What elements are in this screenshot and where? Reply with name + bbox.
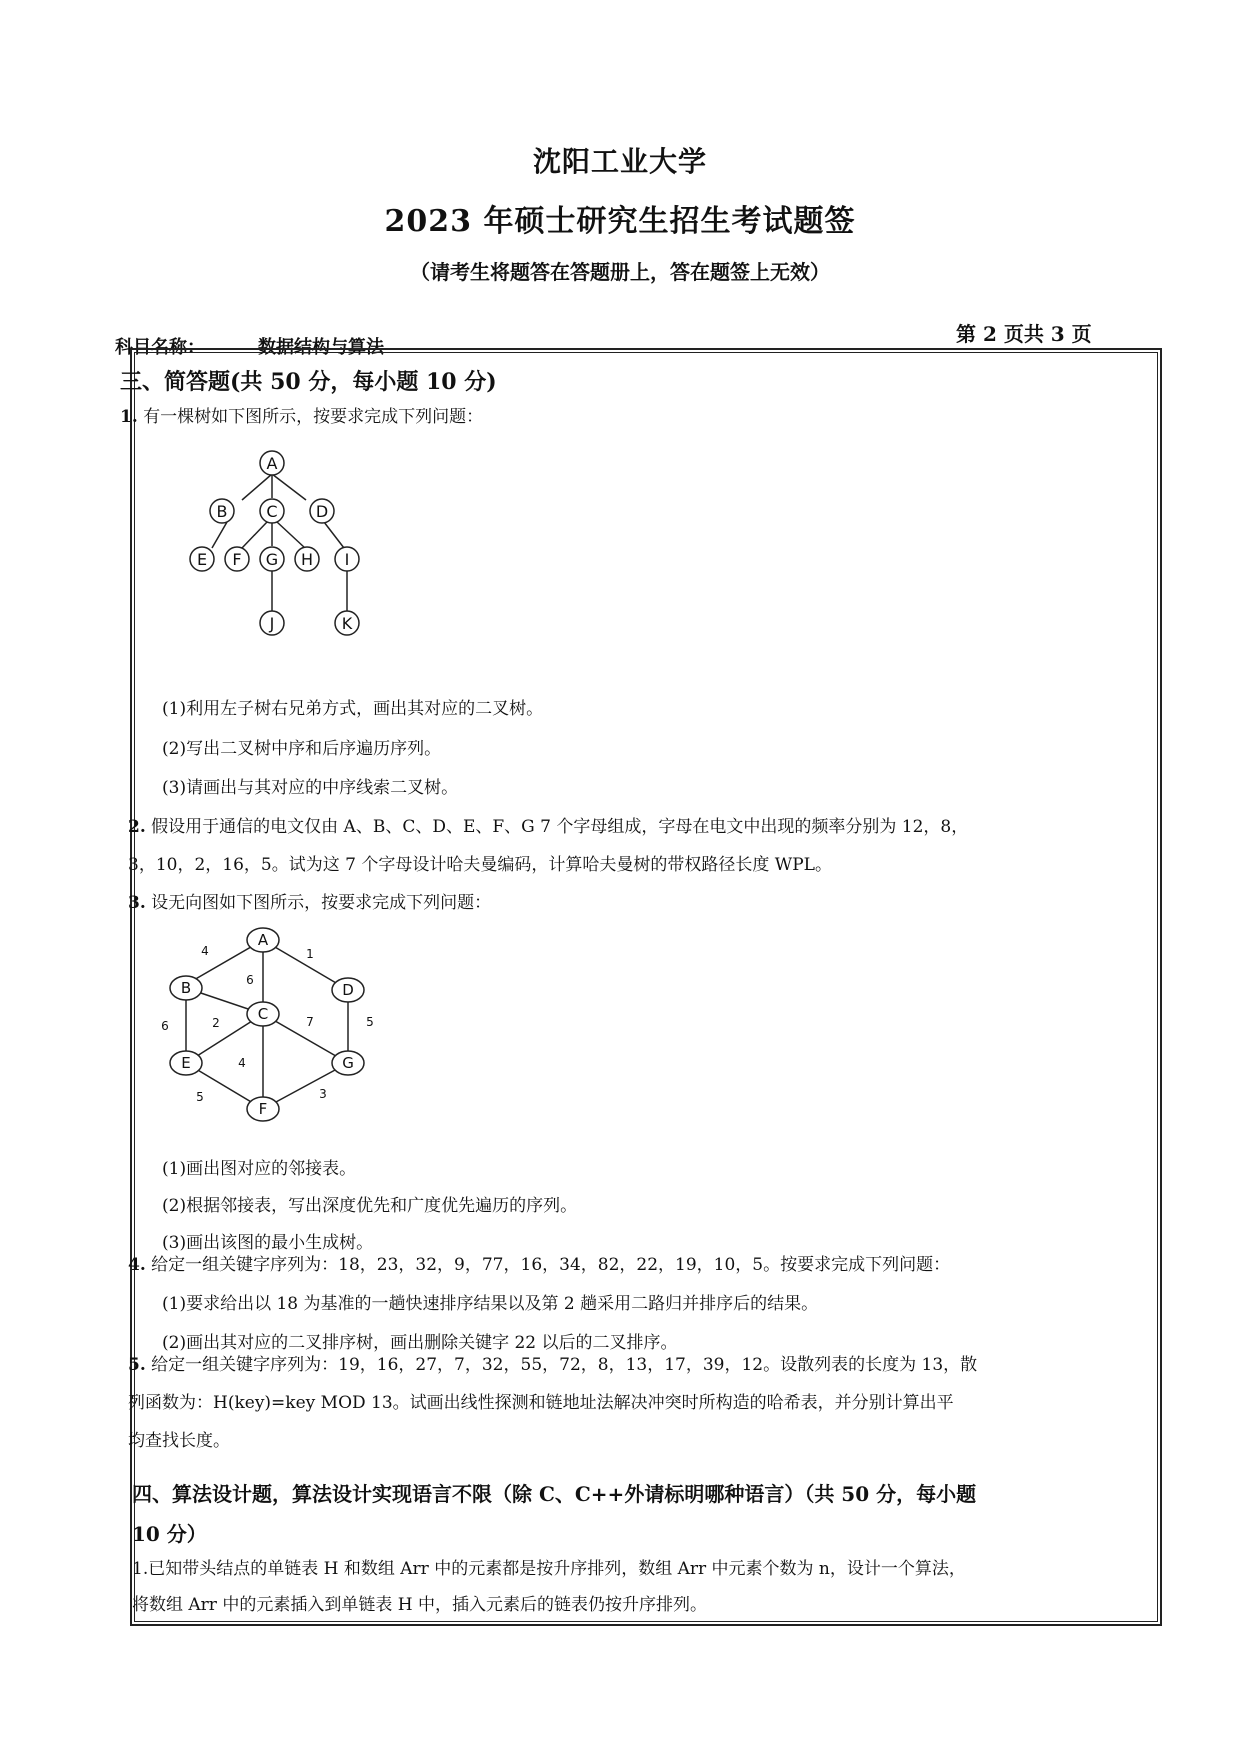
s4-q1-line-2: 将数组 Arr 中的元素插入到单链表 H 中，插入元素后的链表仍按升序排列。: [132, 1595, 707, 1615]
tree-label-a: A: [266, 454, 278, 473]
q5-line-2: 列函数为：H(key)=key MOD 13。试画出线性探测和链地址法解决冲突时所构造的哈希表，并分别计算出平: [128, 1393, 954, 1413]
q3-sub-3: (3)画出该图的最小生成树。: [162, 1233, 374, 1253]
subject-label: 科目名称：: [115, 337, 205, 358]
graph-label-g: G: [342, 1054, 354, 1072]
tree-edges: [212, 474, 347, 611]
q1-sub-2: (2)写出二叉树中序和后序遍历序列。: [162, 739, 442, 759]
weight-ce: 4: [238, 1056, 246, 1070]
q4-line: [128, 1250, 950, 1275]
q5-number: 5.: [128, 1355, 146, 1375]
section4-title-1: 四、算法设计题，算法设计实现语言不限（除 C、C++外请标明哪种语言）（共 50 分，每小题: [132, 1482, 977, 1506]
weight-cg: 7: [306, 1015, 314, 1029]
q5-text-1: 给定一组关键字序列为：19，16，27，7，32，55，72，8，13，17，39，12。设散列表的长度为 13，散: [151, 1355, 978, 1375]
tree-edge-c-h: [277, 522, 305, 548]
tree-label-k: K: [341, 614, 353, 633]
weight-bc: 2: [212, 1016, 220, 1030]
weight-ac: 6: [246, 973, 254, 987]
graph-figure: [155, 925, 385, 1125]
q4-sub-1: (1)要求给出以 18 为基准的一趟快速排序结果以及第 2 趟采用二路归并排序后的结果。: [162, 1294, 819, 1314]
q4-number: 4.: [128, 1255, 146, 1275]
weight-ad: 1: [306, 947, 314, 961]
q3-text: 设无向图如下图所示，按要求完成下列问题：: [151, 893, 492, 913]
q4-text: 给定一组关键字序列为：18，23，32，9，77，16，34，82，22，19，10，5。按要求完成下列问题：: [151, 1255, 951, 1275]
q3-number: 3.: [128, 893, 146, 913]
section4-title-2: 10 分）: [132, 1522, 207, 1546]
graph-label-a: A: [257, 931, 269, 949]
q2-line-1: [128, 812, 968, 837]
tree-edge-b-e: [212, 522, 227, 548]
school-name: 沈阳工业大学: [532, 145, 707, 178]
q2-text-1: 假设用于通信的电文仅由 A、B、C、D、E、F、G 7 个字母组成，字母在电文中出现的频率分别为 12，8，: [151, 817, 969, 837]
tree-label-b: B: [216, 502, 228, 521]
tree-label-i: I: [344, 550, 350, 569]
q1-sub-1: (1)利用左子树右兄弟方式，画出其对应的二叉树。: [162, 699, 544, 719]
graph-label-c: C: [257, 1005, 269, 1023]
q3-line: [128, 888, 491, 913]
q2-line-2: 3，10，2，16，5。试为这 7 个字母设计哈夫曼编码，计算哈夫曼树的带权路径长度 WPL。: [128, 855, 832, 875]
graph-label-f: F: [258, 1100, 268, 1118]
page-info: 第 2 页共 3 页: [956, 322, 1092, 346]
q5-line-1: [128, 1350, 977, 1375]
tree-edge-c-f: [242, 522, 267, 548]
tree-edge-a-b: [242, 474, 272, 500]
tree-figure: [170, 445, 390, 645]
tree-label-c: C: [266, 502, 278, 521]
exam-note: （请考生将题答在答题册上，答在题签上无效）: [410, 260, 830, 284]
q4-sub-2: (2)画出其对应的二叉排序树，画出删除关键字 22 以后的二叉排序。: [162, 1333, 678, 1353]
q1-text: 有一棵树如下图所示，按要求完成下列问题：: [143, 407, 484, 427]
tree-label-j: J: [269, 614, 275, 633]
weight-be: 6: [161, 1019, 169, 1033]
q1-line: [120, 402, 483, 427]
weight-ab: 4: [201, 944, 209, 958]
tree-label-d: D: [315, 502, 329, 521]
s4-q1-line-1: 1.已知带头结点的单链表 H 和数组 Arr 中的元素都是按升序排列，数组 Arr 中元素个数为 n，设计一个算法，: [132, 1559, 966, 1579]
q5-line-3: 均查找长度。: [128, 1431, 230, 1451]
q1-number: 1.: [120, 407, 138, 427]
graph-label-e: E: [181, 1054, 191, 1072]
tree-label-h: H: [300, 550, 314, 569]
weight-fg: 3: [319, 1087, 327, 1101]
tree-label-e: E: [196, 550, 208, 569]
exam-title: 2023 年硕士研究生招生考试题签: [384, 204, 856, 239]
q2-number: 2.: [128, 817, 146, 837]
tree-label-f: F: [232, 550, 242, 569]
weight-ef: 5: [196, 1090, 204, 1104]
tree-label-g: G: [265, 550, 279, 569]
section3-title: 三、简答题(共 50 分，每小题 10 分): [120, 369, 497, 395]
q3-sub-1: (1)画出图对应的邻接表。: [162, 1159, 357, 1179]
q3-sub-2: (2)根据邻接表，写出深度优先和广度优先遍历的序列。: [162, 1196, 578, 1216]
subject-name: 数据结构与算法: [258, 337, 384, 358]
graph-label-b: B: [180, 979, 192, 997]
q1-sub-3: (3)请画出与其对应的中序线索二叉树。: [162, 778, 459, 798]
tree-edge-d-i: [324, 522, 344, 548]
weight-dg: 5: [366, 1015, 374, 1029]
tree-edge-a-d: [272, 474, 306, 500]
graph-label-d: D: [342, 981, 354, 999]
